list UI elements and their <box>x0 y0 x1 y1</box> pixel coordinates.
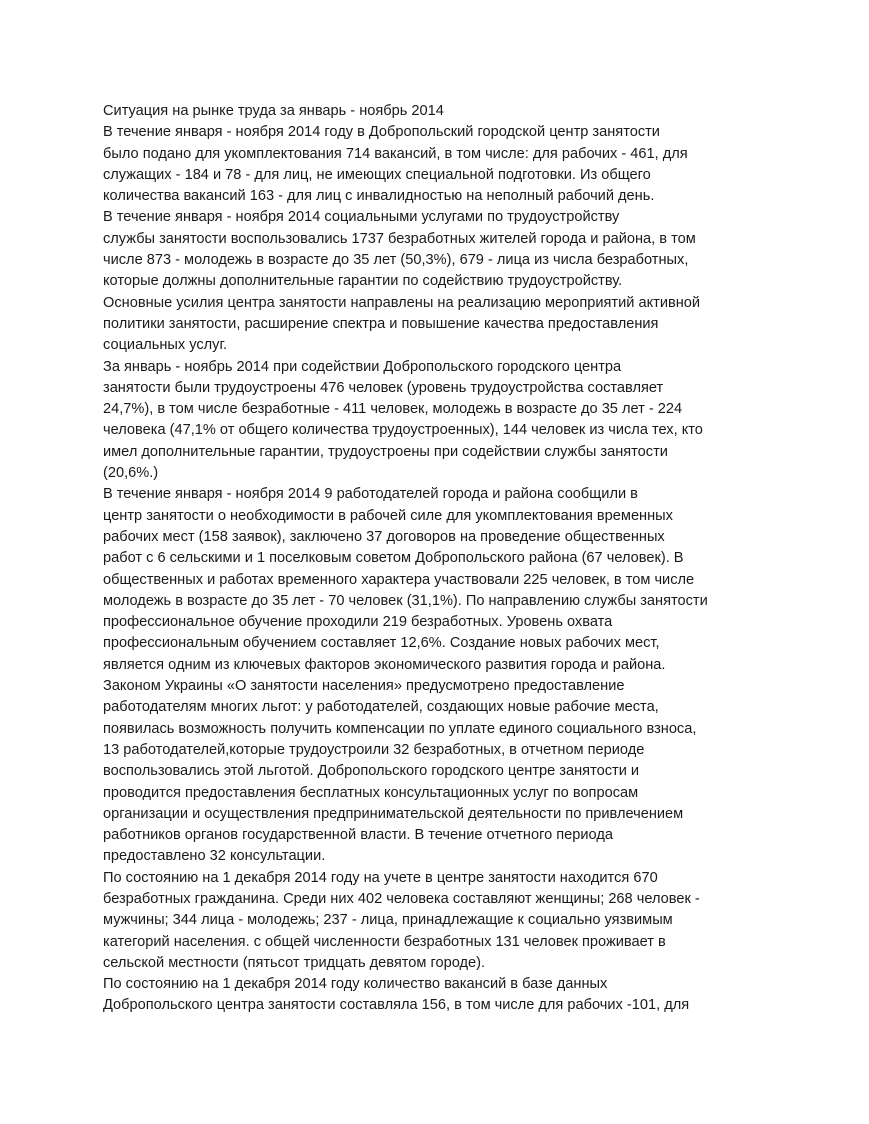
text-line: занятости были трудоустроены 476 человек (уровень трудоустройства составляет <box>103 379 664 396</box>
text-line: В течение января - ноября 2014 году в Добропольский городской центр занятости <box>103 124 660 141</box>
text-line: В течение января - ноября 2014 9 работодателей города и района сообщили в <box>103 486 638 503</box>
text-line: человека (47,1% от общего количества трудоустроенных), 144 человек из числа тех, кто <box>103 422 703 439</box>
text-line: работодателям многих льгот: у работодателей, создающих новые рабочие места, <box>103 699 659 716</box>
text-line: профессиональное обучение проходили 219 безработных. Уровень охвата <box>103 614 613 631</box>
text-line: По состоянию на 1 декабря 2014 году на учете в центре занятости находится 670 <box>103 869 658 886</box>
text-line: имел дополнительные гарантии, трудоустроены при содействии службы занятости <box>103 443 668 460</box>
text-line: По состоянию на 1 декабря 2014 году количество вакансий в базе данных <box>103 976 608 993</box>
text-line: социальных услуг. <box>103 337 228 354</box>
text-line: рабочих мест (158 заявок), заключено 37 договоров на проведение общественных <box>103 528 665 545</box>
text-line: профессиональным обучением составляет 12,6%. Создание новых рабочих мест, <box>103 635 660 652</box>
text-line: появилась возможность получить компенсации по уплате единого социального взноса, <box>103 720 697 737</box>
text-line: Основные усилия центра занятости направлены на реализацию мероприятий активной <box>103 294 701 311</box>
text-line: службы занятости воспользовались 1737 безработных жителей города и района, в том <box>103 230 696 247</box>
text-line: проводится предоставления бесплатных консультационных услуг по вопросам <box>103 784 639 801</box>
text-line: В течение января - ноября 2014 социальными услугами по трудоустройству <box>103 209 620 226</box>
text-line: было подано для укомплектования 714 вакансий, в том числе: для рабочих - 461, для <box>103 145 688 162</box>
text-line: работников органов государственной власти. В течение отчетного периода <box>103 827 613 844</box>
text-line: центр занятости о необходимости в рабочей силе для укомплектования временных <box>103 507 673 524</box>
text-line: предоставлено 32 консультации. <box>103 848 326 865</box>
text-line: числе 873 - молодежь в возрасте до 35 лет (50,3%), 679 - лица из числа безработных, <box>103 252 689 269</box>
document-title: Ситуация на рынке труда за январь - ноябрь 2014 <box>103 103 444 119</box>
text-line: общественных и работах временного характера участвовали 225 человек, в том числе <box>103 571 695 588</box>
text-line: категорий населения. с общей численности безработных 131 человек проживает в <box>103 933 666 950</box>
text-line: 24,7%), в том числе безработные - 411 человек, молодежь в возрасте до 35 лет - 224 <box>103 401 683 418</box>
text-line: воспользовались этой льготой. Добропольского городского центре занятости и <box>103 763 640 780</box>
text-line: (20,6%.) <box>103 465 159 482</box>
text-line: безработных гражданина. Среди них 402 человека составляют женщины; 268 человек - <box>103 890 700 907</box>
text-line: которые должны дополнительные гарантии по содействию трудоустройству. <box>103 273 623 290</box>
document-body <box>103 101 783 1017</box>
text-line: политики занятости, расширение спектра и повышение качества предоставления <box>103 315 659 332</box>
text-line: работ с 6 сельскими и 1 поселковым советом Добропольского района (67 человек). В <box>103 550 684 567</box>
text-line: 13 работодателей,которые трудоустроили 32 безработных, в отчетном периоде <box>103 741 645 758</box>
text-line: сельской местности (пятьсот тридцать девятом городе). <box>103 954 486 971</box>
text-line: является одним из ключевых факторов экономического развития города и района. <box>103 656 666 673</box>
text-line: За январь - ноябрь 2014 при содействии Добропольского городского центра <box>103 358 622 375</box>
text-line: организации и осуществления предпринимательской деятельности по привлечением <box>103 805 684 822</box>
text-line: служащих - 184 и 78 - для лиц, не имеющих специальной подготовки. Из общего <box>103 166 651 183</box>
text-line: Законом Украины «О занятости населения» предусмотрено предоставление <box>103 678 625 695</box>
text-line: Добропольского центра занятости составляла 156, в том числе для рабочих -101, для <box>103 997 690 1014</box>
text-line: мужчины; 344 лица - молодежь; 237 - лица, принадлежащие к социально уязвимым <box>103 912 673 929</box>
text-line: количества вакансий 163 - для лиц с инвалидностью на неполный рабочий день. <box>103 188 655 205</box>
text-line: молодежь в возрасте до 35 лет - 70 человек (31,1%). По направлению службы занятости <box>103 592 708 609</box>
